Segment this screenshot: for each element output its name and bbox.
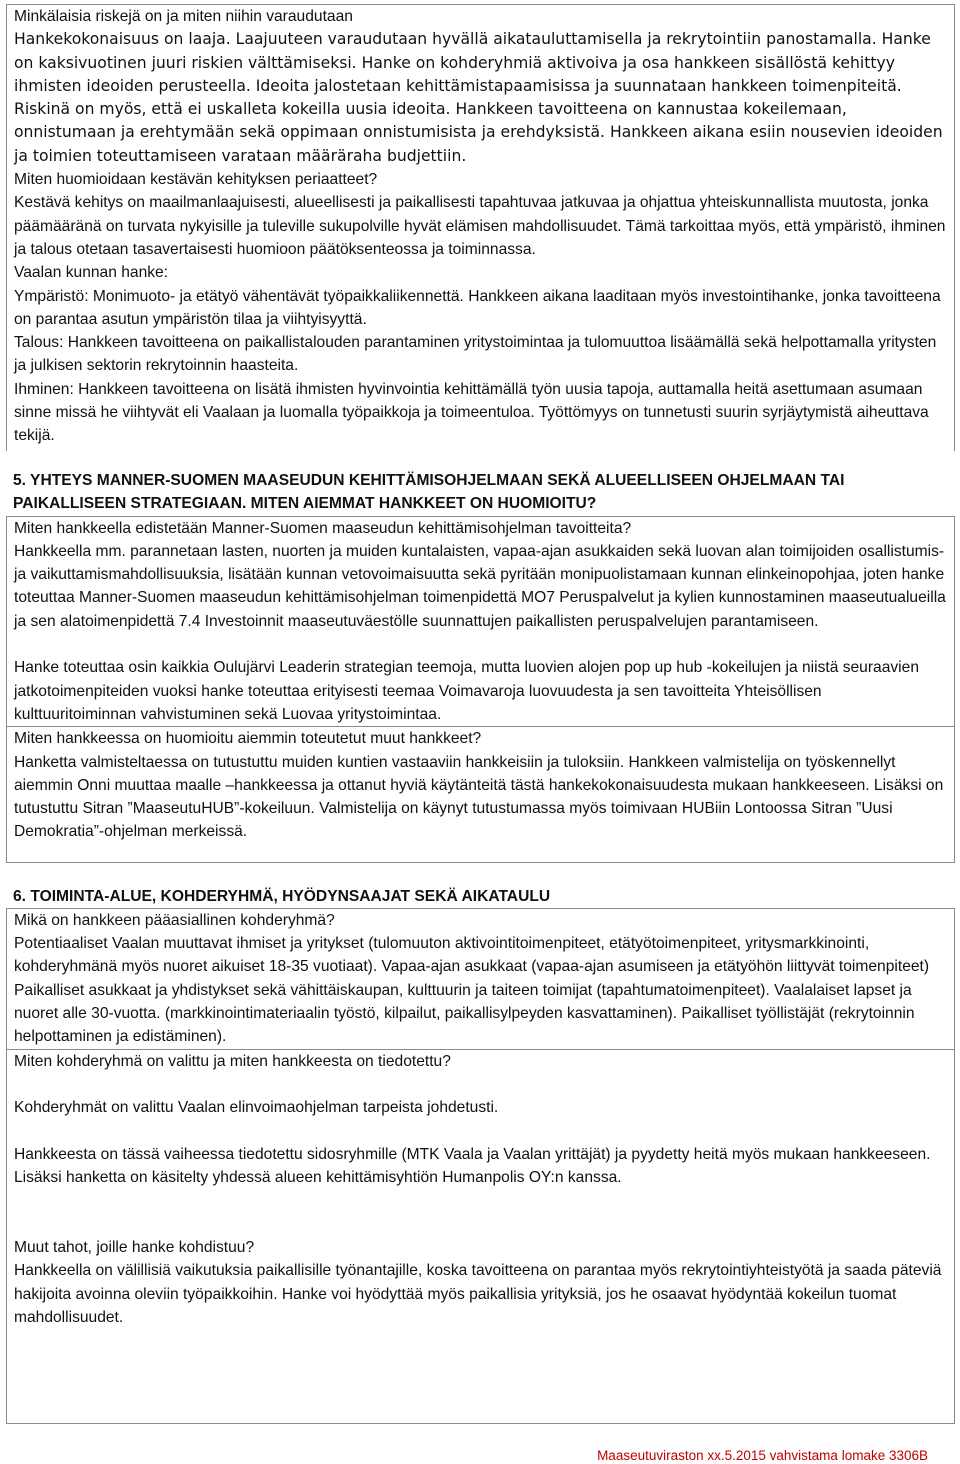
- s6-question-2: Miten kohderyhmä on valittu ja miten hankkeesta on tiedotettu?: [14, 1052, 451, 1070]
- s6-answer-3: Hankkeesta on tässä vaiheessa tiedotettu sidosryhmille (MTK Vaala ja Vaalan yrittäjät) ja pyydetty heitä myös mukaan hankkeeseen. Lisäksi hanketta on käsitelty yhdessä alueen kehittämisyhtiön Humanpolis OY:n kanssa.: [14, 1145, 931, 1187]
- economy-text: Talous: Hankkeen tavoitteena on paikallistalouden parantaminen yritystoimintaa ja tulomuuttoa lisäämällä sekä helpottamalla yritysten ja julkisen sektorin rekrytoinnin haasteita.: [14, 334, 937, 375]
- risk-question: Minkälaisia riskejä on ja miten niihin varaudutaan: [14, 8, 353, 25]
- sustainability-answer: Kestävä kehitys on maailmanlaajuisesti, alueellisesti ja paikallisesti tapahtuvaa jatkuvaa ja ohjattua yhteiskunnallista muutosta, jonka päämääränä on turvata nykyisille ja tuleville sukupolville hyvät elämisen mahdollisuudet. Tämä tarkoittaa myös, että ympäristö, ihminen ja talous otetaan tasavertaisesti huomioon päätöksenteossa ja toiminnassa.: [14, 194, 946, 258]
- form-document: [6, 4, 955, 1424]
- environment-text: Ympäristö: Monimuoto- ja etätyö vähentävät työpaikkaliikennettä. Hankkeen aikana laaditaan myös investointihanke, jonka tavoitteena on parantaa asutun ympäristön tilaa ja viihtyisyyttä.: [14, 287, 941, 328]
- s6-answer-2: Kohderyhmät on valittu Vaalan elinvoimaohjelman tarpeista johdetusti.: [14, 1099, 499, 1117]
- s5-answer-2: Hanke toteuttaa osin kaikkia Oulujärvi Leaderin strategian teemoja, mutta luovien alojen pop up hub -kokeilujen ja niistä seuraavien jatkotoimenpiteiden vuoksi hanke toteuttaa erityisesti teemaa Voimavaroja luovuudesta ja sen tavoitteita Yhteisöllisen kulttuuritoiminnan vahvistuminen sekä Luovaa yritystoimintaa.: [14, 659, 919, 723]
- human-text: Ihminen: Hankkeen tavoitteena on lisätä ihmisten hyvinvointia kehittämällä työn uusia tapoja, auttamalla heitä asettumaan asumaan sinne missä he viihtyvät eli Vaalaan ja luomalla työpaikkoja ja toimeentuloa. Työttömyys on tunnetusti suurin syrjäytymistä aiheuttava tekijä.: [14, 380, 929, 445]
- vaala-label: Vaalan kunnan hanke:: [14, 264, 169, 282]
- sustainability-question: Miten huomioidaan kestävän kehityksen periaatteet?: [14, 171, 378, 189]
- s6-answer-1: Potentiaaliset Vaalan muuttavat ihmiset ja yritykset (tulomuuton aktivointitoimenpiteet, etätyötoimenpiteet, yritysmarkkinointi, kohderyhmänä myös nuoret aikuiset 18-35 vuotiaat). Vapaa-ajan asukkaat (vapaa-ajan asumiseen ja etätyöhön liittyvät toimenpiteet) Paikalliset asukkaat ja yhdistykset sekä vähittäiskaupan, kulttuurin ja taiteen toimijat (tapahtumatoimenpiteet). Vaalalaiset lapset ja nuoret alle 30-vuotta. (markkinointimateriaalin työstö, kilpailut, paikallisylpeyden kasvattaminen). Paikalliset työllistäjät (rekrytoinnin helpottaminen ja edistäminen).: [14, 935, 930, 1046]
- risk-sustainability-box: [6, 4, 955, 451]
- section-6-heading: 6. TOIMINTA-ALUE, KOHDERYHMÄ, HYÖDYNSAAJAT SEKÄ AIKATAULU: [13, 887, 551, 905]
- section-6-box: [6, 908, 955, 1424]
- section-5-heading: 5. YHTEYS MANNER-SUOMEN MAASEUDUN KEHITTÄMISOHJELMAAN SEKÄ ALUEELLISEEN OHJELMAAN TAI PAIKALLISEEN STRATEGIAAN. MITEN AIEMMAT HANKKEET ON HUOMIOITU?: [13, 472, 845, 513]
- section-5-box: [6, 516, 955, 863]
- section-5-heading-area: [6, 451, 955, 516]
- s5-answer-3: Hanketta valmisteltaessa on tutustuttu muiden kuntien vastaaviin hankkeisiin ja tuloksiin. Hankkeen valmistelija on työskennellyt aiemmin Onni muuttaa maalle –hankkeessa ja ottanut hyviä käytänteitä tästä hankekokonaisuudesta mukaan hankkeeseen. Lisäksi on tutustuttu Sitran ”MaaseutuHUB”-kokeiluun. Valmistelija on käynyt tutustumassa myös toimivaan HUBiin Lontoossa Sitran ”Uusi Demokratia”-ohjelman merkeissä.: [14, 753, 944, 841]
- s5-question-2: Miten hankkeessa on huomioitu aiemmin toteutetut muut hankkeet?: [14, 730, 482, 748]
- s6-answer-4: Hankkeella on välillisiä vaikutuksia paikallisille työnantajille, koska tavoitteena on parantaa myös rekrytointiyhteistyötä ja saada päteviä hakijoita avoinna oleviin työpaikkoihin. Hanke voi hyödyttää myös paikallisia yrityksiä, jos he osaavat hyödyntää kokeilun tuomat mahdollisuudet.: [14, 1262, 942, 1326]
- s5-answer-1: Hankkeella mm. parannetaan lasten, nuorten ja muiden kuntalaisten, vapaa-ajan asukkaiden sekä luovan alan toimijoiden osallistumis- ja vaikuttamismahdollisuuksia, lisätään kunnan vetovoimaisuutta sekä pyritään monipuolistamaan kunnan elinkeinopohjaa, joten hanke toteuttaa Manner-Suomen maaseudun kehittämisohjelman toimenpidettä MO7 Peruspalvelut ja kylien kunnostaminen maaseutualueilla ja sen alatoimenpidettä 7.4 Investoinnit maaseutuväestölle suunnattujen paikallisten peruspalvelujen parantamiseen.: [14, 542, 946, 630]
- s6-question-1: Mikä on hankkeen pääasiallinen kohderyhmä?: [14, 911, 335, 929]
- form-footer: Maaseutuviraston xx.5.2015 vahvistama lomake 3306B: [597, 1448, 928, 1463]
- s6-question-3: Muut tahot, joille hanke kohdistuu?: [14, 1239, 255, 1257]
- section-6-heading-area: [6, 863, 955, 908]
- risk-answer: Hankekokonaisuus on laaja. Laajuuteen varaudutaan hyvällä aikatauluttamisella ja rekrytointiin panostamalla. Hanke on kaksivuotinen juuri riskien välttämiseksi. Hanke on kohderyhmiä aktivoiva ja osa hankkeen sisällöstä kehittyy ihmisten ideoiden perusteella. Ideoita jalostetaan kehittämistapaamisissa ja suunnataan hankkeen toimenpiteitä. Riskinä on myös, että ei uskalleta kokeilla uusia ideoita. Hankkeen tavoitteena on kannustaa kokeilemaan, onnistumaan ja erehtymään sekä oppimaan onnistumisista ja erehdyksistä. Hankkeen aikana esiin nousevien ideoiden ja toimien toteuttamiseen varataan määräraha budjettiin.: [14, 30, 943, 165]
- s5-question-1: Miten hankkeella edistetään Manner-Suomen maaseudun kehittämisohjelman tavoitteita?: [14, 519, 632, 537]
